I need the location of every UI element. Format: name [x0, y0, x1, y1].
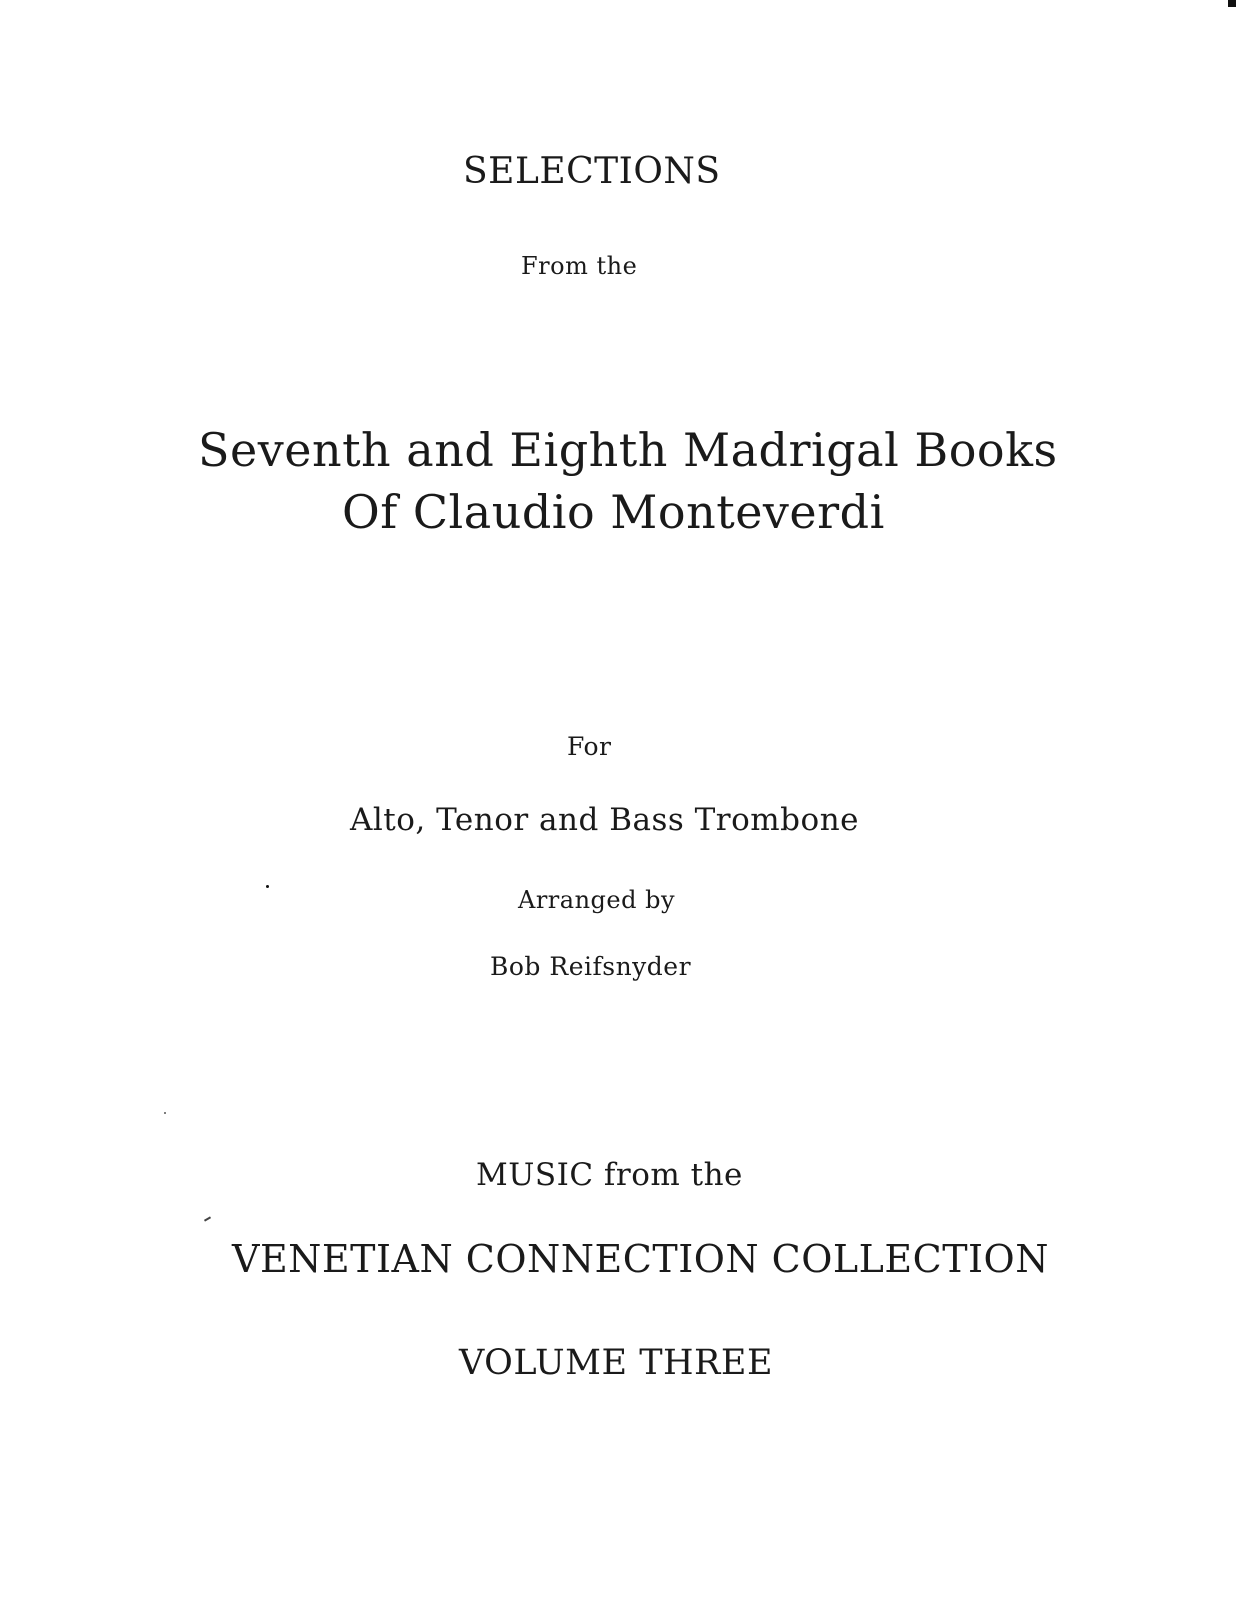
- scan-speck: [164, 1112, 166, 1114]
- selections-heading: SELECTIONS: [463, 151, 721, 192]
- music-from-text: MUSIC from the: [476, 1157, 743, 1193]
- for-text: For: [567, 732, 612, 761]
- scan-speck: [266, 885, 269, 888]
- instrumentation: Alto, Tenor and Bass Trombone: [350, 802, 860, 838]
- scan-corner-mark: [1228, 0, 1236, 7]
- volume-label: VOLUME THREE: [459, 1343, 774, 1383]
- scan-speck: [204, 1216, 211, 1221]
- title-line-2: Of Claudio Monteverdi: [342, 485, 885, 539]
- title-line-1: Seventh and Eighth Madrigal Books: [198, 423, 1058, 477]
- arranged-by-text: Arranged by: [518, 886, 676, 914]
- from-the-text: From the: [521, 252, 638, 280]
- arranger-name: Bob Reifsnyder: [490, 952, 692, 981]
- collection-title: VENETIAN CONNECTION COLLECTION: [232, 1237, 1049, 1281]
